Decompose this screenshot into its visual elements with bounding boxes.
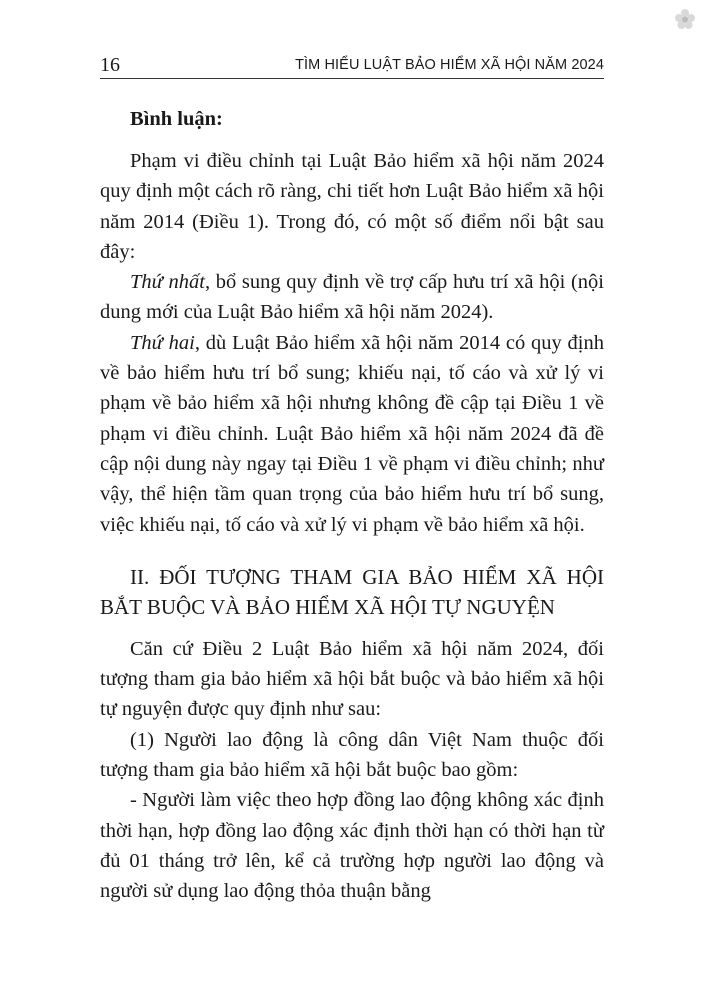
first-point-label: Thứ nhất <box>130 271 205 294</box>
flower-watermark-icon <box>674 8 696 30</box>
second-point-text: , dù Luật Bảo hiểm xã hội năm 2014 có quy định về bảo hiểm hưu trí bổ sung; khiếu nại, tố cáo và xử lý vi phạm về bảo hiểm xã hội nhưng không đề cập tại Điều 1 về phạm vi điều chỉnh. Luật Bảo hiểm xã hội năm 2024 đã đề cập nội dung này ngay tại Điều 1 về phạm vi điều chỉnh; như vậy, thể hiện tầm quan trọng của bảo hiểm hưu trí bổ sung, việc khiếu nại, tố cáo và xử lý vi phạm về bảo hiểm xã hội. <box>100 331 604 536</box>
section-title <box>100 562 604 622</box>
comment-heading: Bình luận: <box>130 108 223 130</box>
comment-paragraph-1: Phạm vi điều chỉnh tại Luật Bảo hiểm xã hội năm 2024 quy định một cách rõ ràng, chi tiết hơn Luật Bảo hiểm xã hội năm 2014 (Điều 1). Trong đó, có một số điểm nổi bật sau đây: <box>100 150 604 263</box>
comment-paragraph-3 <box>100 328 604 540</box>
section-title-line-1: II. ĐỐI TƯỢNG THAM GIA BẢO HIỂM XÃ HỘI <box>130 564 604 589</box>
section-paragraph-1: Căn cứ Điều 2 Luật Bảo hiểm xã hội năm 2024, đối tượng tham gia bảo hiểm xã hội bắt buộc và bảo hiểm xã hội tự nguyện được quy định như sau: <box>100 637 604 721</box>
page-number: 16 <box>100 54 120 76</box>
running-title: TÌM HIỂU LUẬT BẢO HIỂM XÃ HỘI NĂM 2024 <box>295 57 604 73</box>
comment-paragraph-2 <box>100 267 604 328</box>
section-paragraph-3: - Người làm việc theo hợp đồng lao động không xác định thời hạn, hợp đồng lao động xác định thời hạn có thời hạn từ đủ 01 tháng trở lên, kể cả trường hợp người lao động và người sử dụng lao động thỏa thuận bằng <box>100 789 604 903</box>
first-point-text: , bổ sung quy định về trợ cấp hưu trí xã hội (nội dung mới của Luật Bảo hiểm xã hội năm 2024). <box>100 271 605 324</box>
second-point-label: Thứ hai <box>130 331 195 354</box>
page-header <box>100 48 604 78</box>
section-title-line-2: BẮT BUỘC VÀ BẢO HIỂM XÃ HỘI TỰ NGUYỆN <box>100 594 555 619</box>
page-body <box>100 104 604 907</box>
header-divider <box>100 78 604 79</box>
section-paragraph-2: (1) Người lao động là công dân Việt Nam thuộc đối tượng tham gia bảo hiểm xã hội bắt buộc bao gồm: <box>100 728 604 782</box>
